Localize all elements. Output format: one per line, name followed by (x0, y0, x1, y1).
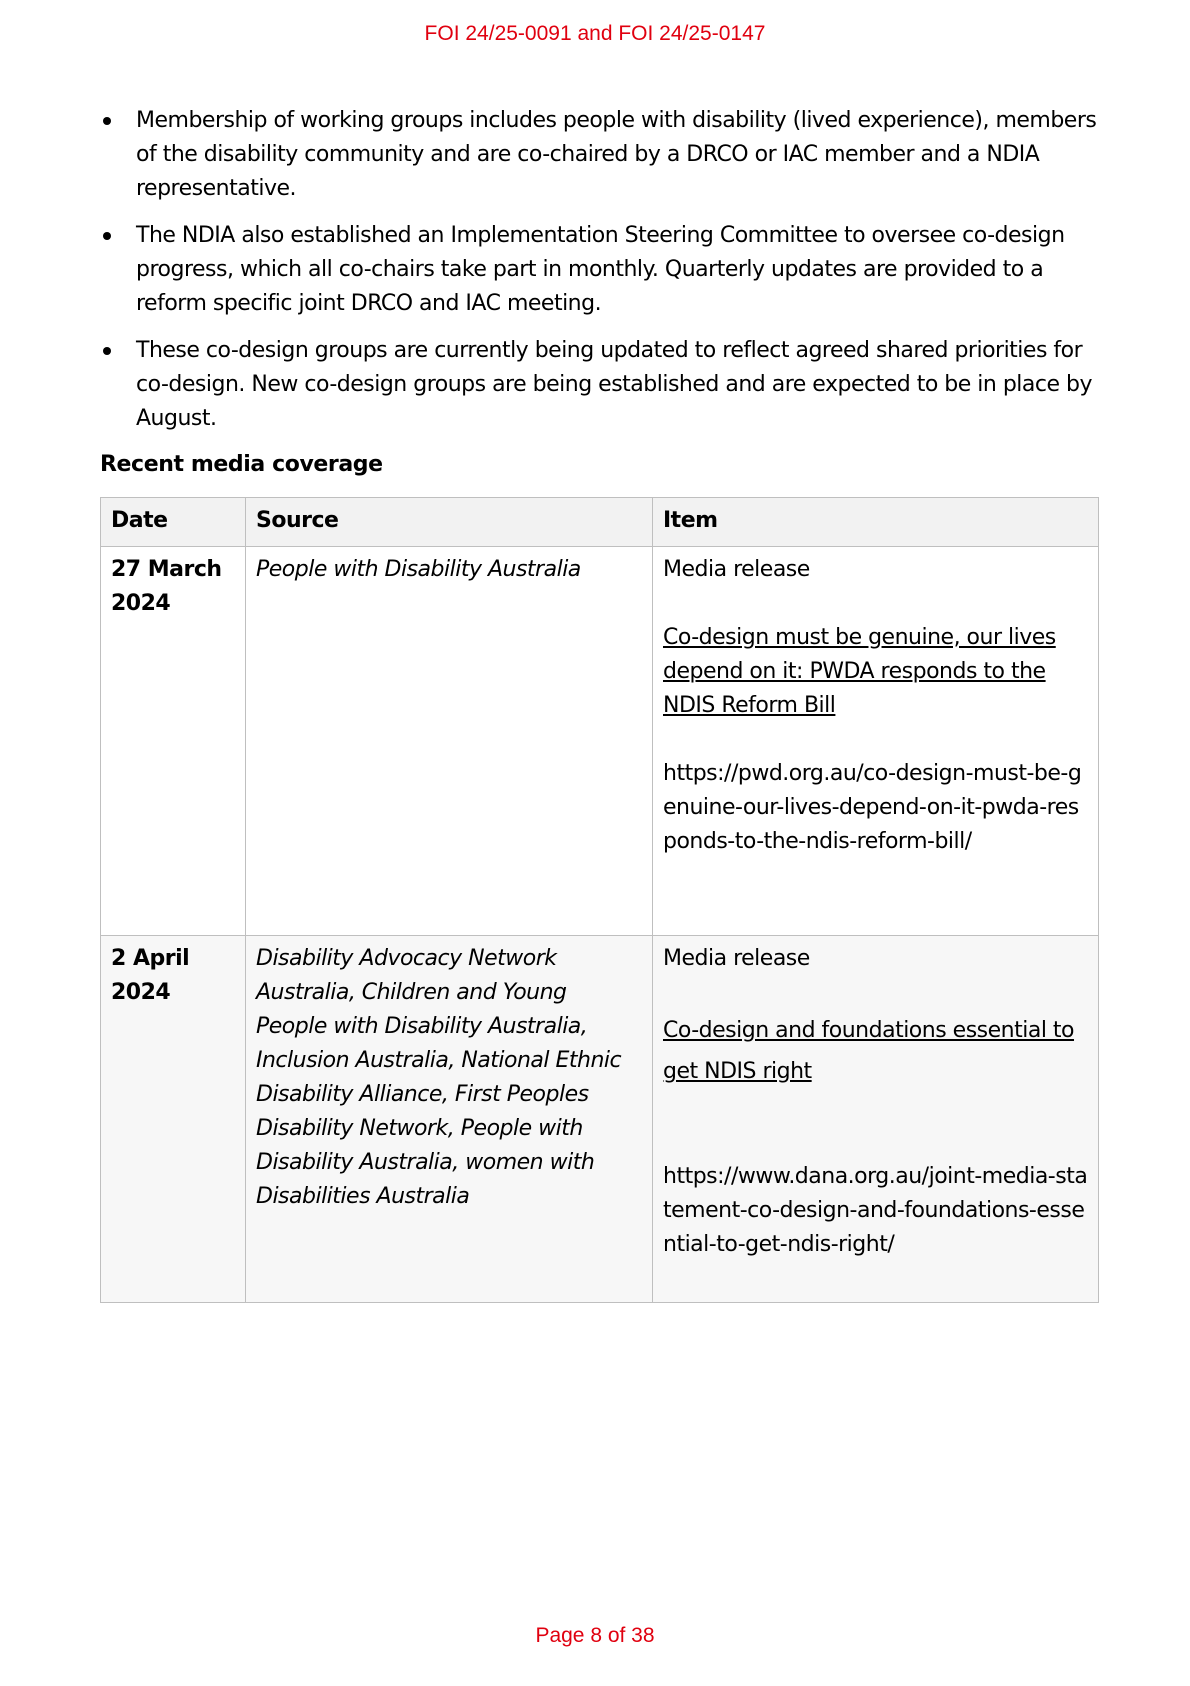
table-header-row (101, 498, 1099, 547)
media-release-link[interactable]: Co-design must be genuine, our lives depend on it: PWDA responds to the NDIS Reform Bill (663, 625, 1056, 718)
foi-reference-header: FOI 24/25-0091 and FOI 24/25-0147 (424, 22, 766, 45)
column-header-date: Date (101, 498, 246, 547)
source-cell: Disability Advocacy Network Australia, Children and Young People with Disability Australia, Inclusion Australia, National Ethnic Disability Alliance, First Peoples Disability Network, People with Disability Australia, women with Disabilities Australia (246, 936, 653, 1303)
column-header-source: Source (246, 498, 653, 547)
bullet-item (100, 219, 1100, 321)
bullet-text: The NDIA also established an Implementation Steering Committee to oversee co-design progress, which all co-chairs take part in monthly. Quarterly updates are provided to a reform specific joint DRCO and IAC meeting. (136, 223, 1065, 316)
item-url: https://www.dana.org.au/joint-media-statement-co-design-and-foundations-essential-to-get-ndis-right/ (663, 1164, 1088, 1257)
bullet-item (100, 334, 1100, 436)
item-url: https://pwd.org.au/co-design-must-be-genuine-our-lives-depend-on-it-pwda-responds-to-the-ndis-reform-bill/ (663, 761, 1082, 854)
page-number: Page 8 of 38 (535, 1624, 655, 1647)
section-heading: Recent media coverage (100, 452, 383, 477)
date-cell: 2 April 2024 (101, 936, 246, 1303)
bullet-dot-icon (103, 232, 111, 240)
bullet-list (100, 104, 1100, 449)
bullet-dot-icon (103, 117, 111, 125)
table-row (101, 936, 1099, 1303)
bullet-text: Membership of working groups includes people with disability (lived experience), members of the disability community and are co-chaired by a DRCO or IAC member and a NDIA representative. (136, 108, 1097, 201)
source-cell: People with Disability Australia (246, 547, 653, 936)
item-cell (653, 936, 1099, 1303)
bullet-text: These co-design groups are currently being updated to reflect agreed shared priorities for co-design. New co-design groups are being established and are expected to be in place by August. (136, 338, 1092, 431)
bullet-item (100, 104, 1100, 206)
media-coverage-table (100, 497, 1099, 1303)
item-cell (653, 547, 1099, 936)
bullet-dot-icon (103, 347, 111, 355)
media-release-link[interactable]: Co-design and foundations essential to get NDIS right (663, 1018, 1075, 1084)
date-cell: 27 March 2024 (101, 547, 246, 936)
column-header-item: Item (653, 498, 1099, 547)
item-type: Media release (663, 946, 810, 971)
table-row (101, 547, 1099, 936)
item-type: Media release (663, 557, 810, 582)
